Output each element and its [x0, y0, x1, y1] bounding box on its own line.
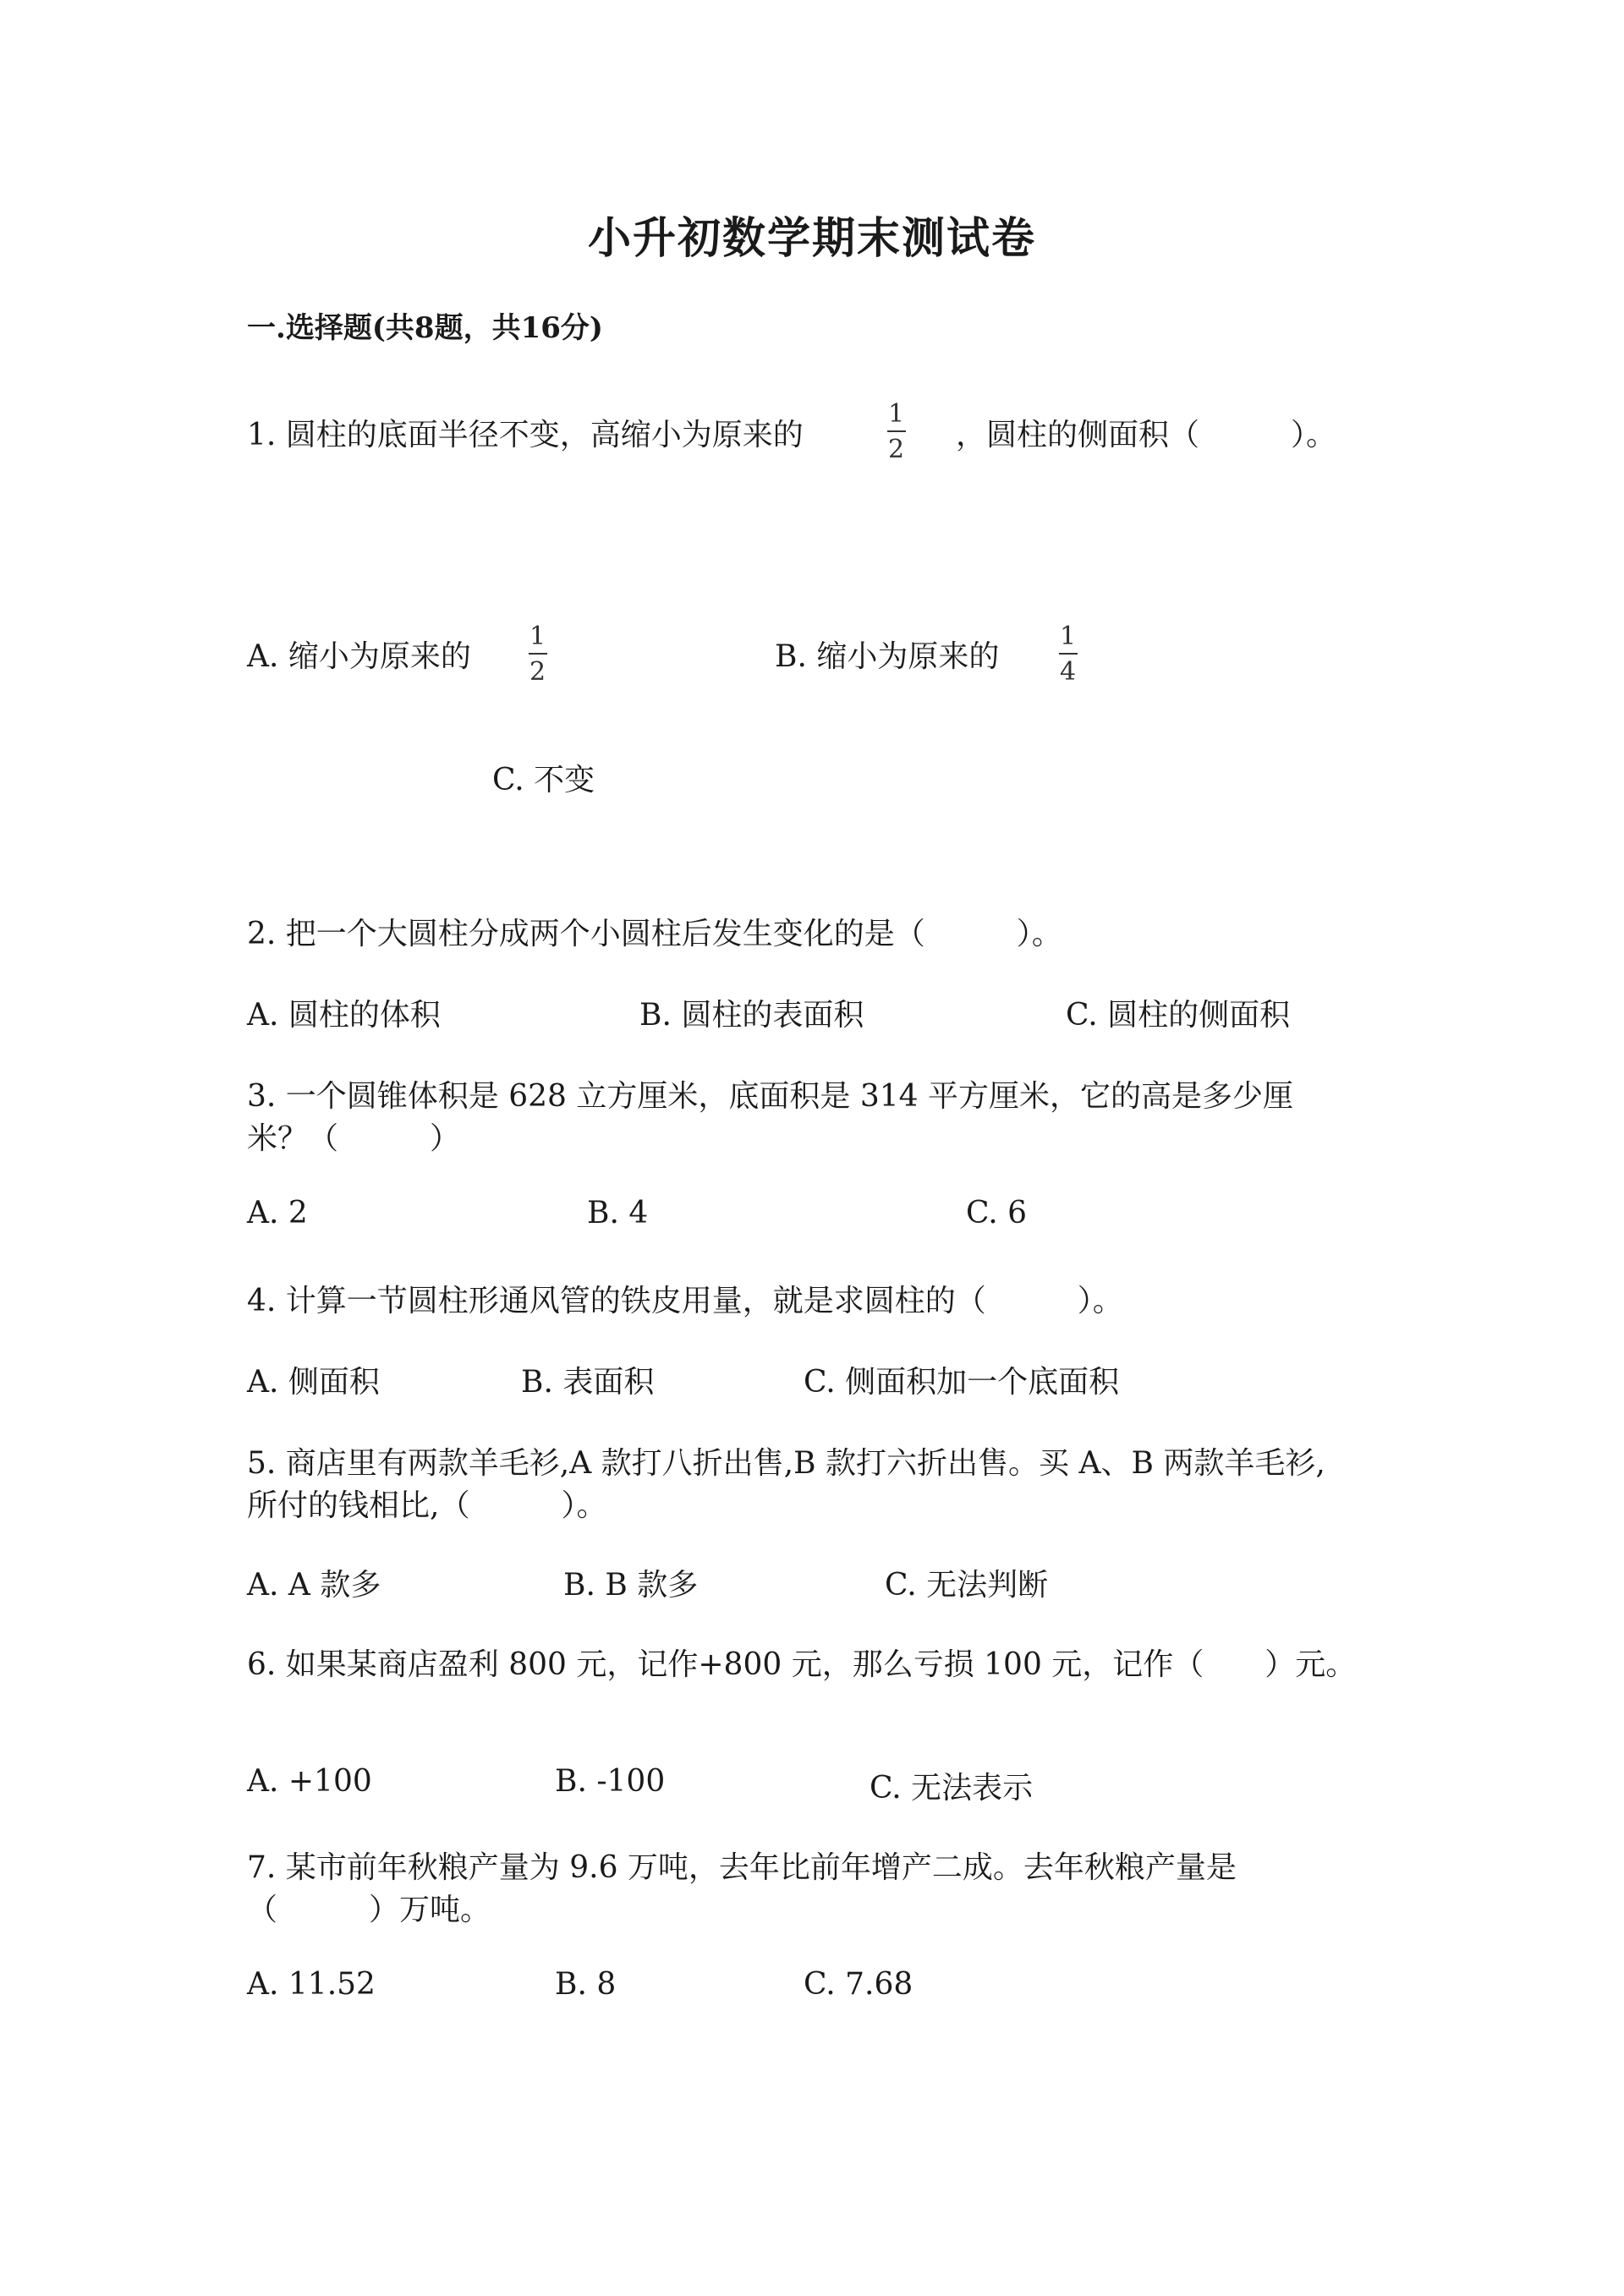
question-1-stem: 1. 圆柱的底面半径不变，高缩小为原来的	[247, 418, 804, 452]
question-3-option-c[interactable]: C. 6	[966, 1196, 1028, 1230]
question-2-stem: 2. 把一个大圆柱分成两个小圆柱后发生变化的是（ ）。	[247, 917, 1062, 951]
fraction-denominator: 2	[529, 657, 546, 687]
question-1-fraction	[885, 399, 908, 464]
question-7-option-c[interactable]: C. 7.68	[804, 1967, 914, 2002]
option-b-fraction	[1056, 624, 1079, 685]
question-4-option-a[interactable]: A. 侧面积	[247, 1365, 380, 1400]
question-7-option-b[interactable]: B. 8	[555, 1967, 617, 2002]
question-5-stem-line-2: 所付的钱相比,（ ）。	[247, 1488, 607, 1523]
question-5-option-a[interactable]: A. A 款多	[247, 1568, 381, 1603]
question-1-option-a[interactable]: A. 缩小为原来的	[247, 639, 471, 674]
fraction-numerator: 1	[888, 399, 905, 429]
question-5-stem-line-1: 5. 商店里有两款羊毛衫,A 款打八折出售,B 款打六折出售。买 A、B 两款羊毛衫,	[247, 1446, 1325, 1481]
question-2-option-b[interactable]: B. 圆柱的表面积	[639, 998, 864, 1033]
fraction-numerator: 1	[529, 622, 546, 651]
question-6-option-a[interactable]: A. +100	[247, 1764, 372, 1799]
question-5-option-c[interactable]: C. 无法判断	[885, 1568, 1049, 1603]
question-6-option-b[interactable]: B. -100	[555, 1764, 666, 1799]
question-7-option-a[interactable]: A. 11.52	[247, 1967, 376, 2002]
question-1-option-c[interactable]: C. 不变	[492, 763, 595, 797]
question-1-option-b[interactable]: B. 缩小为原来的	[775, 639, 1000, 674]
section-heading: 一.选择题(共8题，共16分)	[247, 311, 603, 345]
page-title: 小升初数学期末测试卷	[587, 213, 1036, 264]
option-a-fraction	[526, 624, 549, 685]
question-2-option-c[interactable]: C. 圆柱的侧面积	[1066, 998, 1291, 1033]
question-2-option-a[interactable]: A. 圆柱的体积	[247, 998, 441, 1033]
question-7-stem-line-1: 7. 某市前年秋粮产量为 9.6 万吨，去年比前年增产二成。去年秋粮产量是	[247, 1850, 1237, 1885]
question-3-option-a[interactable]: A. 2	[247, 1196, 308, 1230]
question-7-stem-line-2: （ ）万吨。	[247, 1893, 491, 1927]
question-6-option-c[interactable]: C. 无法表示	[870, 1771, 1034, 1806]
question-3-stem-line-1: 3. 一个圆锥体积是 628 立方厘米，底面积是 314 平方厘米，它的高是多少厘	[247, 1079, 1293, 1114]
question-5-option-b[interactable]: B. B 款多	[563, 1568, 699, 1603]
question-4-option-c[interactable]: C. 侧面积加一个底面积	[804, 1365, 1120, 1400]
question-4-option-b[interactable]: B. 表面积	[521, 1365, 655, 1400]
question-3-option-b[interactable]: B. 4	[587, 1196, 649, 1230]
fraction-numerator: 1	[1060, 622, 1077, 651]
question-6-stem: 6. 如果某商店盈利 800 元，记作+800 元，那么亏损 100 元，记作（ ）元。	[247, 1647, 1357, 1682]
question-4-stem: 4. 计算一节圆柱形通风管的铁皮用量，就是求圆柱的（ ）。	[247, 1284, 1123, 1318]
question-1-stem-end: ，圆柱的侧面积（ ）。	[956, 418, 1337, 452]
question-3-stem-line-2: 米？（ ）	[247, 1121, 461, 1156]
fraction-denominator: 2	[888, 435, 905, 464]
fraction-denominator: 4	[1060, 657, 1077, 687]
